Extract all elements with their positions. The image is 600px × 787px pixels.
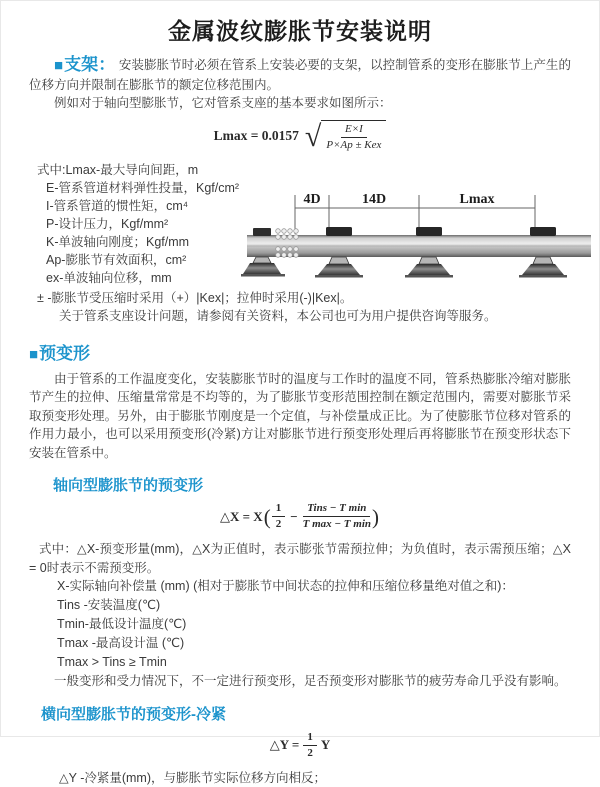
definition-item: Tins -安装温度(℃) — [57, 598, 161, 612]
lmax-formula-numerator: E×I — [341, 123, 367, 138]
axial-formula-explain: 式中：△X-预变形量(mm)，△X为正值时，表示膨张节需预拉伸；为负值时，表示需预压缩；△X = 0时表示不需预变形。 — [29, 542, 571, 575]
definition-item: Tmax -最高设计温 (℃) — [57, 636, 185, 650]
support-heading-label: 支架： — [64, 55, 116, 74]
axial-formula — [29, 502, 571, 531]
lmax-formula-lhs: Lmax = 0.0157 — [213, 127, 299, 143]
predeform-section-heading — [29, 339, 571, 364]
axial-subsection-heading: 轴向型膨胀节的预变形 — [53, 477, 204, 494]
axial-note: 一般变形和受力情况下，不一定进行预变形，足否预变形对膨胀节的疲劳寿命几乎没有影响。 — [54, 674, 567, 688]
lmax-formula — [29, 120, 571, 152]
support-intro-text: 安装膨胀节时必须在管系上安装必要的支架，以控制管系的变形在膨胀节上产生的位移方向并限制在膨胀节的额定位移范围内。 — [29, 58, 571, 92]
definition-item: Tmin-最低设计温度(℃) — [57, 617, 187, 631]
definition-item: I-管系管道的惯性矩，cm⁴ — [46, 198, 189, 213]
predeform-paragraph: 由于管系的工作温度变化，安装膨胀节时的温度与工作时的温度不同，管系热膨胀冷缩对膨胀节产生的拉伸、压缩量常常是不均等的，为了膨胀节变形范围控制在额定范围内，需要对膨胀节采取预变形处理。另外，由于膨胀节刚度是一个定值，与补偿量成正比。为了使膨胀节位移对管系的作用力最小，也可以采用预变形(冷紧)方让对膨胀节进行预变形处理后再将膨胀节在预变形状态下安装在管系中。 — [29, 371, 571, 460]
open-paren: ( — [263, 504, 271, 529]
lateral-formula-rhs: Y — [320, 737, 331, 752]
sqrt-radical — [305, 120, 386, 152]
definition-item: P-设计压力，Kgf/mm² — [46, 216, 169, 231]
definition-item: ex-单波轴向位移，mm — [46, 270, 172, 285]
dim-label-14d: 14D — [361, 191, 387, 207]
support-section-heading — [54, 55, 115, 74]
section-bullet-icon: ■ — [54, 57, 64, 74]
consult-note: 关于管系支座设计问题，请参阅有关资料，本公司也可为用户提供咨询等服务。 — [59, 308, 497, 323]
half-denominator: 2 — [275, 518, 282, 530]
dim-label-4d: 4D — [303, 191, 321, 207]
definition-item: Tmax > Tins ≥ Tmin — [57, 655, 167, 669]
pipe-support-diagram — [241, 187, 593, 287]
document-page — [1, 1, 599, 787]
temp-frac-denominator: T max − T min — [302, 518, 371, 530]
lmax-formula-denominator: P×Ap ± Kex — [326, 138, 382, 151]
close-paren: ) — [372, 504, 379, 529]
minus-sign: − — [290, 508, 298, 524]
lateral-formula-lhs: △Y = — [269, 737, 300, 752]
sqrt-sign: √ — [304, 119, 322, 153]
temp-frac-numerator: Tins − T min — [303, 502, 370, 517]
lateral-half-numerator: 1 — [303, 731, 317, 746]
support-example-line: 例如对于轴向型膨胀节，它对管系支座的基本要求如图所示： — [54, 96, 392, 110]
lateral-note: △Y -冷紧量(mm)，与膨胀节实际位移方向相反； — [59, 770, 327, 785]
definition-item: Ap-膨胀节有效面积，cm² — [46, 252, 187, 267]
definition-item: E-管系管道材料弹性投量，Kgf/cm² — [46, 180, 240, 195]
support-section-intro — [29, 56, 571, 94]
definition-item: 式中:Lmax-最大导向间距，m — [37, 162, 199, 177]
page-title: 金属波纹膨胀节安装说明 — [168, 18, 432, 44]
predeform-heading-label: 预变形 — [39, 343, 91, 363]
plusminus-note: ± -膨胀节受压缩时采用（+）|Kex|；拉伸时采用(-)|Kex|。 — [37, 290, 353, 305]
lateral-half-denominator: 2 — [307, 746, 313, 759]
axial-formula-lhs: △X = X — [220, 508, 263, 524]
half-numerator: 1 — [272, 502, 286, 517]
definition-item: K-单波轴向刚度；Kgf/mm — [46, 234, 190, 249]
lateral-subsection-heading: 横向型膨胀节的预变形-冷紧 — [41, 705, 226, 723]
dim-label-lmax: Lmax — [459, 191, 495, 207]
section-bullet-icon: ■ — [29, 345, 39, 363]
axial-definitions-list — [57, 577, 571, 672]
lateral-formula — [29, 731, 571, 760]
definitions-and-diagram — [29, 161, 571, 289]
definition-item: X-实际轴向补偿量 (mm) (相对于膨胀节中间状态的拉伸和压缩位移量绝对值之和)： — [57, 579, 514, 593]
